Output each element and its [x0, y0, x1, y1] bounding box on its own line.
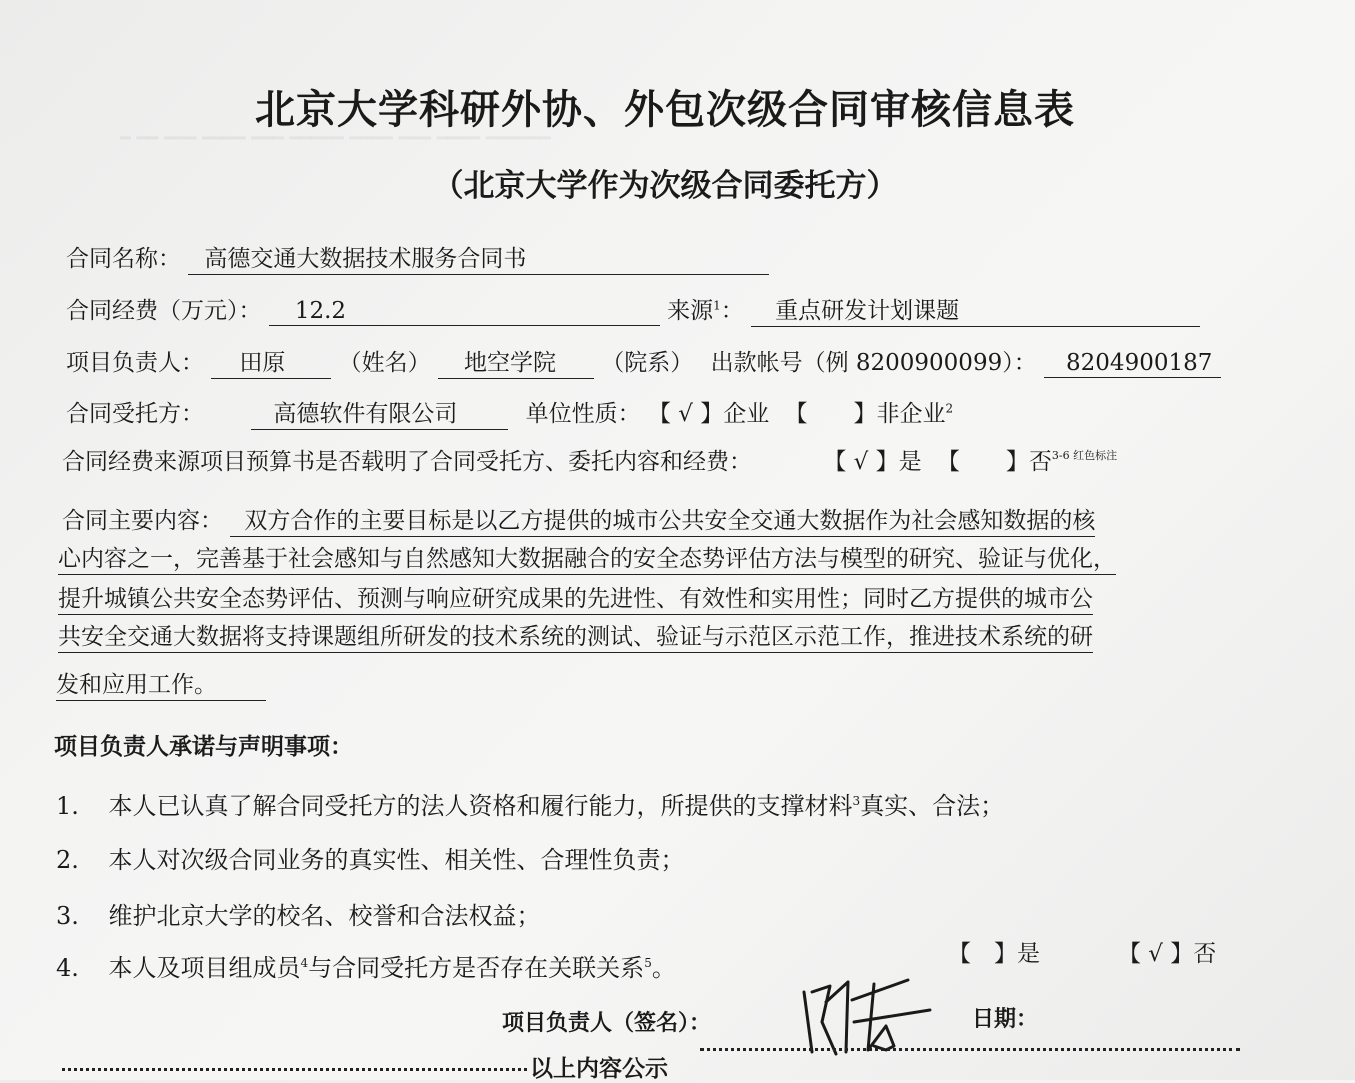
- pi-name-hint: （姓名）: [338, 350, 431, 376]
- dotted-divider-left: [62, 1068, 527, 1071]
- content-text-3: 提升城镇公共安全态势评估、预测与响应研究成果的先进性、有效性和实用性；同时乙方提供的城市公: [58, 580, 1093, 615]
- item-text-end: 。: [651, 954, 676, 982]
- non-enterprise-footnote: 2: [945, 401, 954, 416]
- department-field[interactable]: 地空学院: [438, 344, 594, 379]
- unit-type-label: 单位性质：: [525, 401, 641, 427]
- pi-label: 项目负责人：: [66, 350, 204, 376]
- budget-question-row: [62, 443, 1117, 476]
- content-text-4: 共安全交通大数据将支持课题组所研发的技术系统的测试、验证与示范区示范工作，推进技术系统的研: [58, 618, 1093, 653]
- enterprise-checkbox[interactable]: 【 √ 】企业: [647, 401, 770, 427]
- content-label: 合同主要内容：: [62, 508, 223, 534]
- item-text: 本人及项目组成员: [108, 954, 301, 982]
- item-text-tail: 与合同受托方是否存在关联关系: [308, 954, 645, 982]
- item-number: 2.: [56, 846, 79, 874]
- contract-name-field[interactable]: 高德交通大数据技术服务合同书: [188, 240, 769, 275]
- source-colon: ：: [720, 298, 744, 324]
- source-label: 来源: [667, 298, 714, 324]
- budget-yes-checkbox[interactable]: 【 √ 】是: [823, 449, 922, 475]
- pi-row: [66, 344, 1221, 379]
- department-hint: （院系）: [601, 350, 694, 376]
- trustee-label: 合同受托方：: [66, 401, 204, 427]
- pi-name-field[interactable]: 田原: [211, 344, 331, 379]
- commitment-item-1: [56, 786, 1004, 821]
- contract-name-row: [66, 240, 769, 275]
- content-line-1: [62, 502, 1095, 537]
- signature-label: 项目负责人（签名）：: [502, 1011, 712, 1036]
- trustee-row: [66, 395, 953, 430]
- account-field[interactable]: 8204900187: [1044, 350, 1221, 378]
- handwritten-signature: [790, 962, 950, 1062]
- funding-label: 合同经费（万元）：: [66, 298, 262, 324]
- show-through-text: ━ ━━ ━━━ ━━━━ ━━━ ━━━━━ ━━━━ ━━━ ━━━━ ━━━━━━: [120, 128, 551, 149]
- item-text: 本人对次级合同业务的真实性、相关性、合理性负责；: [108, 846, 685, 874]
- funding-field[interactable]: 12.2: [269, 298, 660, 326]
- funding-row: [66, 292, 1200, 327]
- content-text-2: 心内容之一，完善基于社会感知与自然感知大数据融合的安全态势评估方法与模型的研究、验证与优化，: [58, 540, 1116, 575]
- item-number: 3.: [56, 902, 79, 930]
- commitment-item-2: [56, 840, 685, 875]
- content-text-5: 发和应用工作。: [56, 666, 266, 701]
- commitment-item-4: [56, 948, 676, 983]
- trustee-field[interactable]: 高德软件有限公司: [251, 395, 508, 430]
- source-field[interactable]: 重点研发计划课题: [751, 292, 1200, 327]
- item-footnote: 4: [300, 956, 309, 970]
- item-text-tail: 真实、合法；: [860, 792, 1005, 820]
- commitment-item-3: [56, 896, 541, 931]
- non-enterprise-checkbox[interactable]: 【 】非企业: [784, 401, 946, 427]
- source-footnote: 1: [713, 298, 721, 313]
- budget-question-label: 合同经费来源项目预算书是否载明了合同受托方、委托内容和经费：: [62, 449, 752, 475]
- item-footnote-2: 5: [644, 956, 652, 970]
- commitments-heading: 项目负责人承诺与声明事项：: [54, 734, 353, 760]
- contract-name-label: 合同名称：: [66, 246, 181, 272]
- dotted-divider-right: [700, 1048, 1240, 1051]
- public-notice-label: 以上内容公示: [530, 1056, 668, 1082]
- page-subtitle: （北京大学作为次级合同委托方）: [432, 168, 898, 204]
- content-text-1: 双方合作的主要目标是以乙方提供的城市公共安全交通大数据作为社会感知数据的核: [230, 502, 1095, 537]
- date-label: 日期：: [972, 1007, 1039, 1032]
- item-number: 1.: [56, 792, 79, 820]
- item-text: 维护北京大学的校名、校誉和合法权益；: [108, 902, 541, 930]
- item-footnote: 3: [852, 794, 861, 808]
- account-label: 出款帐号（例 8200900099）：: [710, 350, 1037, 376]
- item-number: 4.: [56, 954, 79, 982]
- budget-note: 3-6 红色标注: [1051, 449, 1118, 462]
- page-title: 北京大学科研外协、外包次级合同审核信息表: [255, 87, 1075, 133]
- budget-no-checkbox[interactable]: 【 】否: [936, 449, 1052, 475]
- item-text: 本人已认真了解合同受托方的法人资格和履行能力，所提供的支撑材料: [108, 792, 853, 820]
- relation-yes-checkbox[interactable]: 【 】是: [948, 941, 1040, 967]
- relation-no-checkbox[interactable]: 【 √ 】否: [1118, 941, 1217, 967]
